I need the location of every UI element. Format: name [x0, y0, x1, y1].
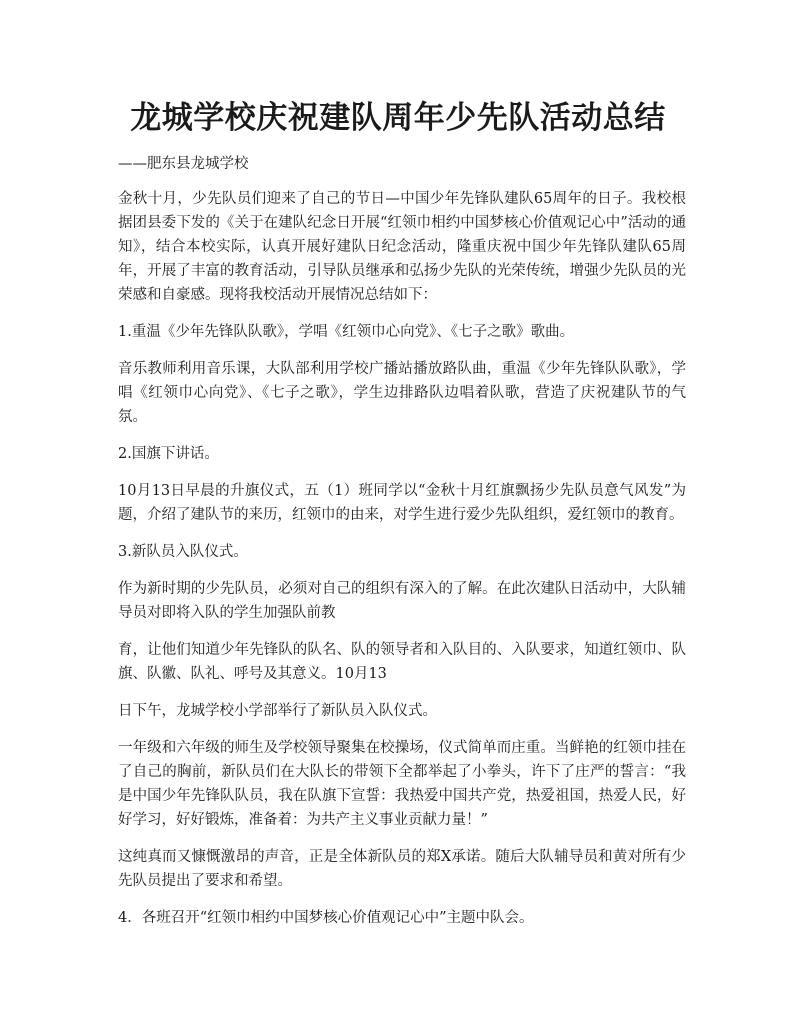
section-heading-4: 4．各班召开“红领巾相约中国梦核心价值观记心中”主题中队会。 [118, 910, 534, 926]
paragraph-section-1: 音乐教师利用音乐课，大队部利用学校广播站播放路队曲，重温《少年先锋队队歌》，学唱《红领巾心向党》、《七子之歌》，学生边排路队边唱着队歌，营造了庆祝建队节的气氛。 [118, 361, 686, 425]
document-title: 龙城学校庆祝建队周年少先队活动总结 [130, 100, 666, 136]
section-heading-1: 1.重温《少年先锋队队歌》，学唱《红领巾心向党》、《七子之歌》歌曲。 [118, 324, 575, 340]
paragraph-section-3c: 日下午，龙城学校小学部举行了新队员入队仪式。 [118, 703, 437, 719]
section-heading-2: 2.国旗下讲话。 [118, 446, 219, 462]
paragraph-section-2: 10月13日早晨的升旗仪式，五（1）班同学以“金秋十月红旗飘扬少先队员意气风发”为题，介绍了建队节的来历，红领巾的由来，对学生进行爱少先队组织，爱红领巾的教育。 [118, 483, 686, 523]
document-body [118, 152, 686, 943]
paragraph-section-3b: 育，让他们知道少年先锋队的队名、队的领导者和入队目的、入队要求，知道红领巾、队旗、队徽、队礼、呼号及其意义。10月13 [118, 642, 686, 682]
paragraph-intro: 金秋十月，少先队员们迎来了自己的节日—中国少年先锋队建队65周年的日子。我校根据团县委下发的《关于在建队纪念日开展“红领巾相约中国梦核心价值观记心中”活动的通知》，结合本校实际，认真开展好建队日纪念活动，隆重庆祝中国少年先锋队建队65周年，开展了丰富的教育活动，引导队员继承和弘扬少先队的光荣传统，增强少先队员的光荣感和自豪感。现将我校活动开展情况总结如下： [118, 191, 686, 303]
section-heading-3: 3.新队员入队仪式。 [118, 544, 248, 560]
paragraph-section-3e: 这纯真而又慷慨激昂的声音，正是全体新队员的郑X承诺。随后大队辅导员和黄对所有少先队员提出了要求和希望。 [118, 849, 686, 889]
paragraph-section-3d: 一年级和六年级的师生及学校领导聚集在校操场，仪式简单而庄重。当鲜艳的红领巾挂在了自己的胸前，新队员们在大队长的带领下全都举起了小拳头，许下了庄严的誓言：“我是中国少年先锋队队员，我在队旗下宣誓：我热爱中国共产党，热爱祖国，热爱人民，好好学习，好好锻炼，准备着：为共产主义事业贡献力量！” [118, 740, 686, 828]
document-subtitle: ——肥东县龙城学校 [118, 156, 249, 172]
paragraph-section-3a: 作为新时期的少先队员，必须对自己的组织有深入的了解。在此次建队日活动中，大队辅导员对即将入队的学生加强队前教 [118, 581, 686, 621]
